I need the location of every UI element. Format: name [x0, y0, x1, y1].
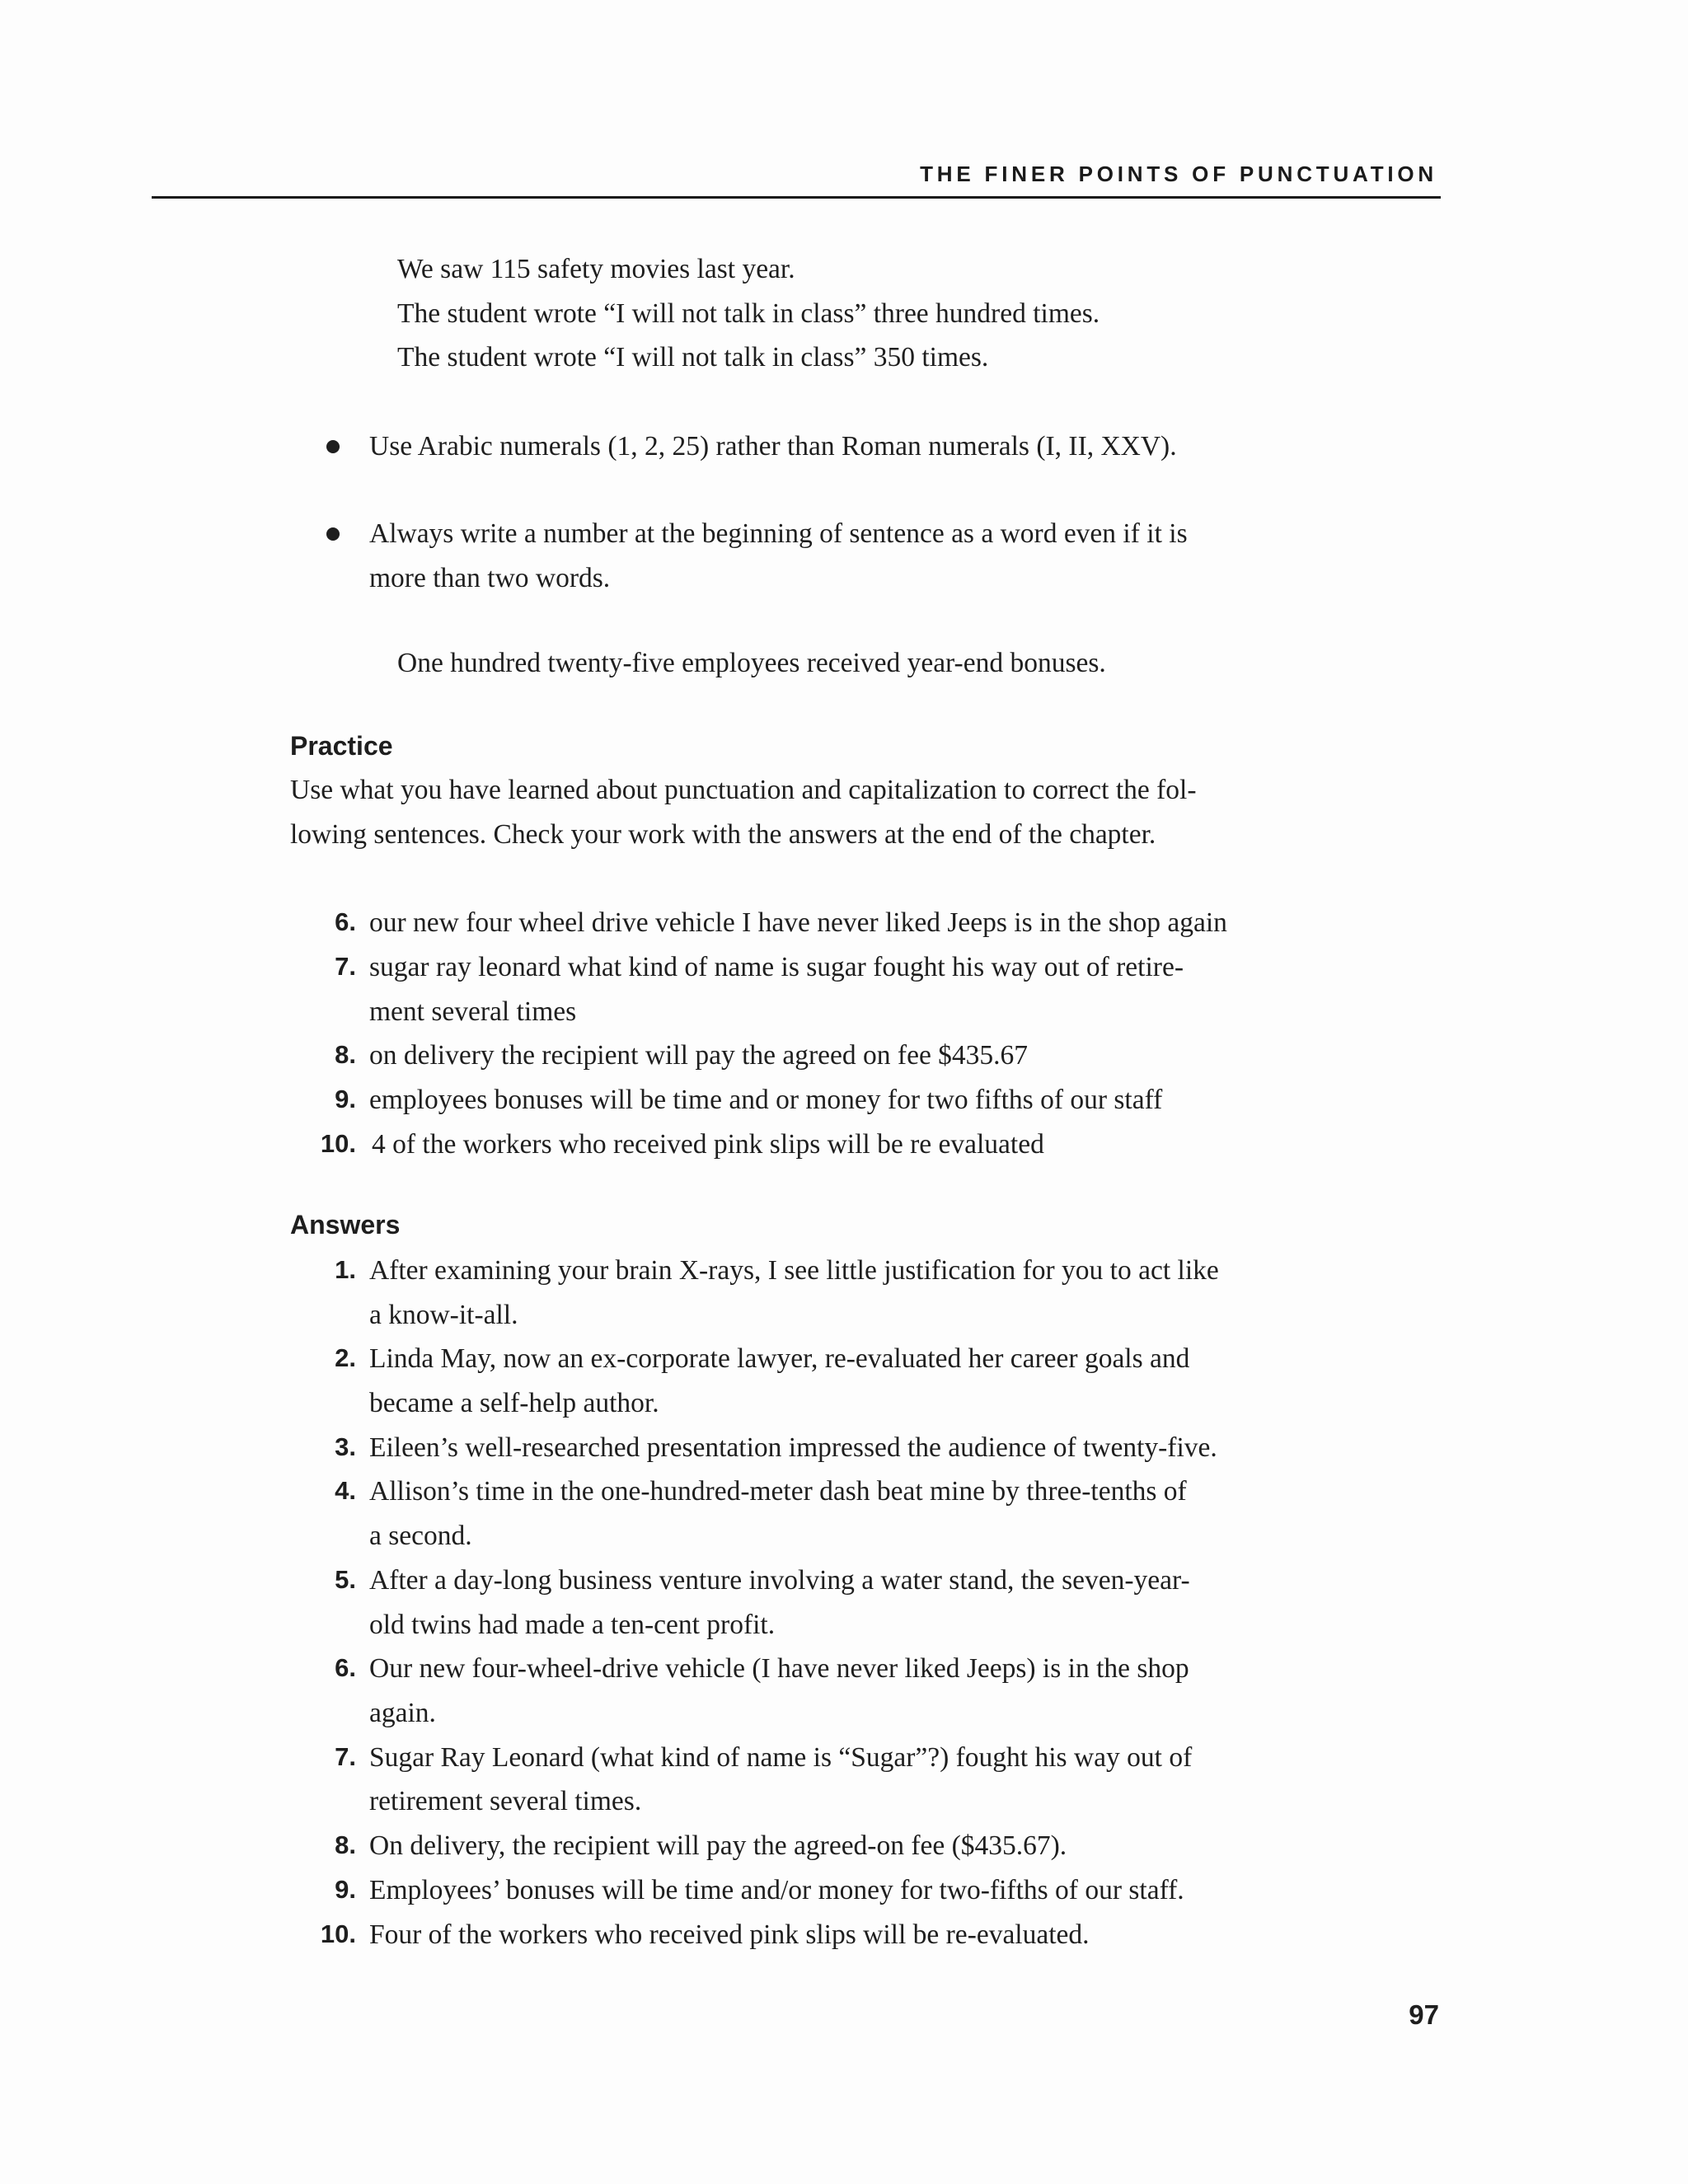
answer-item-text: Sugar Ray Leonard (what kind of name is “Sugar”?) fought his way out of	[369, 1742, 1193, 1773]
answer-item-number: 5.	[335, 1565, 356, 1594]
answer-item-number: 6.	[335, 1653, 356, 1682]
example-line: One hundred twenty-five employees received year-end bonuses.	[397, 648, 1106, 678]
answer-item-number: 1.	[335, 1255, 356, 1284]
practice-item-number: 9.	[335, 1085, 356, 1113]
example-line: The student wrote “I will not talk in class” three hundred times.	[397, 298, 1100, 329]
answers-heading: Answers	[290, 1210, 401, 1240]
answer-item-number: 7.	[335, 1742, 356, 1771]
answer-item-number: 2.	[335, 1343, 356, 1372]
answer-item-text: After a day-long business venture involving a water stand, the seven-year-	[369, 1565, 1190, 1596]
practice-heading: Practice	[290, 731, 393, 761]
bullet-text: more than two words.	[369, 563, 611, 593]
practice-item-text: on delivery the recipient will pay the agreed on fee $435.67	[369, 1040, 1029, 1071]
answer-item-number: 9.	[335, 1875, 356, 1904]
answer-item-number: 10.	[320, 1919, 356, 1948]
bullet-text: Use Arabic numerals (1, 2, 25) rather than Roman numerals (I, II, XXV).	[369, 431, 1177, 462]
answer-item-text: a second.	[369, 1521, 472, 1551]
practice-item-text: sugar ray leonard what kind of name is sugar fought his way out of retire-	[369, 952, 1184, 982]
header-rule	[152, 196, 1441, 199]
answer-item-text: Allison’s time in the one-hundred-meter dash beat mine by three-tenths of	[369, 1476, 1187, 1507]
answer-item-text: Employees’ bonuses will be time and/or money for two-fifths of our staff.	[369, 1875, 1184, 1905]
answer-item-text: a know-it-all.	[369, 1300, 518, 1330]
answer-item-text: Linda May, now an ex-corporate lawyer, re-evaluated her career goals and	[369, 1343, 1190, 1374]
example-line: We saw 115 safety movies last year.	[397, 254, 795, 284]
answer-item-text: old twins had made a ten-cent profit.	[369, 1610, 776, 1640]
bullet-marker	[326, 440, 340, 453]
answer-item-text: again.	[369, 1698, 436, 1728]
practice-item-number: 10.	[320, 1129, 356, 1158]
practice-item-number: 8.	[335, 1040, 356, 1069]
answer-item-number: 8.	[335, 1830, 356, 1859]
answer-item-number: 3.	[335, 1432, 356, 1461]
answer-item-number: 4.	[335, 1476, 356, 1505]
answer-item-text: On delivery, the recipient will pay the agreed-on fee ($435.67).	[369, 1830, 1067, 1861]
answer-item-text: Four of the workers who received pink slips will be re-evaluated.	[369, 1919, 1090, 1950]
practice-item-text: our new four wheel drive vehicle I have never liked Jeeps is in the shop again	[369, 907, 1227, 938]
practice-item-number: 6.	[335, 907, 356, 936]
example-line: The student wrote “I will not talk in class” 350 times.	[397, 342, 989, 373]
practice-intro-line: lowing sentences. Check your work with the answers at the end of the chapter.	[290, 819, 1156, 850]
answer-item-text: After examining your brain X-rays, I see little justification for you to act like	[369, 1255, 1219, 1286]
practice-item-text: employees bonuses will be time and or money for two fifths of our staff	[369, 1085, 1163, 1115]
bullet-text: Always write a number at the beginning of sentence as a word even if it is	[369, 518, 1188, 549]
page-number: 97	[1409, 1999, 1439, 2030]
practice-intro-line: Use what you have learned about punctuation and capitalization to correct the fol-	[290, 775, 1197, 805]
answer-item-text: retirement several times.	[369, 1786, 642, 1816]
answer-item-text: Eileen’s well-researched presentation impressed the audience of twenty-five.	[369, 1432, 1217, 1463]
running-head: THE FINER POINTS OF PUNCTUATION	[920, 162, 1437, 186]
answer-item-text: Our new four-wheel-drive vehicle (I have never liked Jeeps) is in the shop	[369, 1653, 1189, 1684]
practice-item-text: 4 of the workers who received pink slips will be re evaluated	[372, 1129, 1044, 1160]
practice-item-number: 7.	[335, 952, 356, 981]
answer-item-text: became a self-help author.	[369, 1388, 659, 1418]
practice-item-text: ment several times	[369, 996, 577, 1027]
bullet-marker	[326, 527, 340, 541]
